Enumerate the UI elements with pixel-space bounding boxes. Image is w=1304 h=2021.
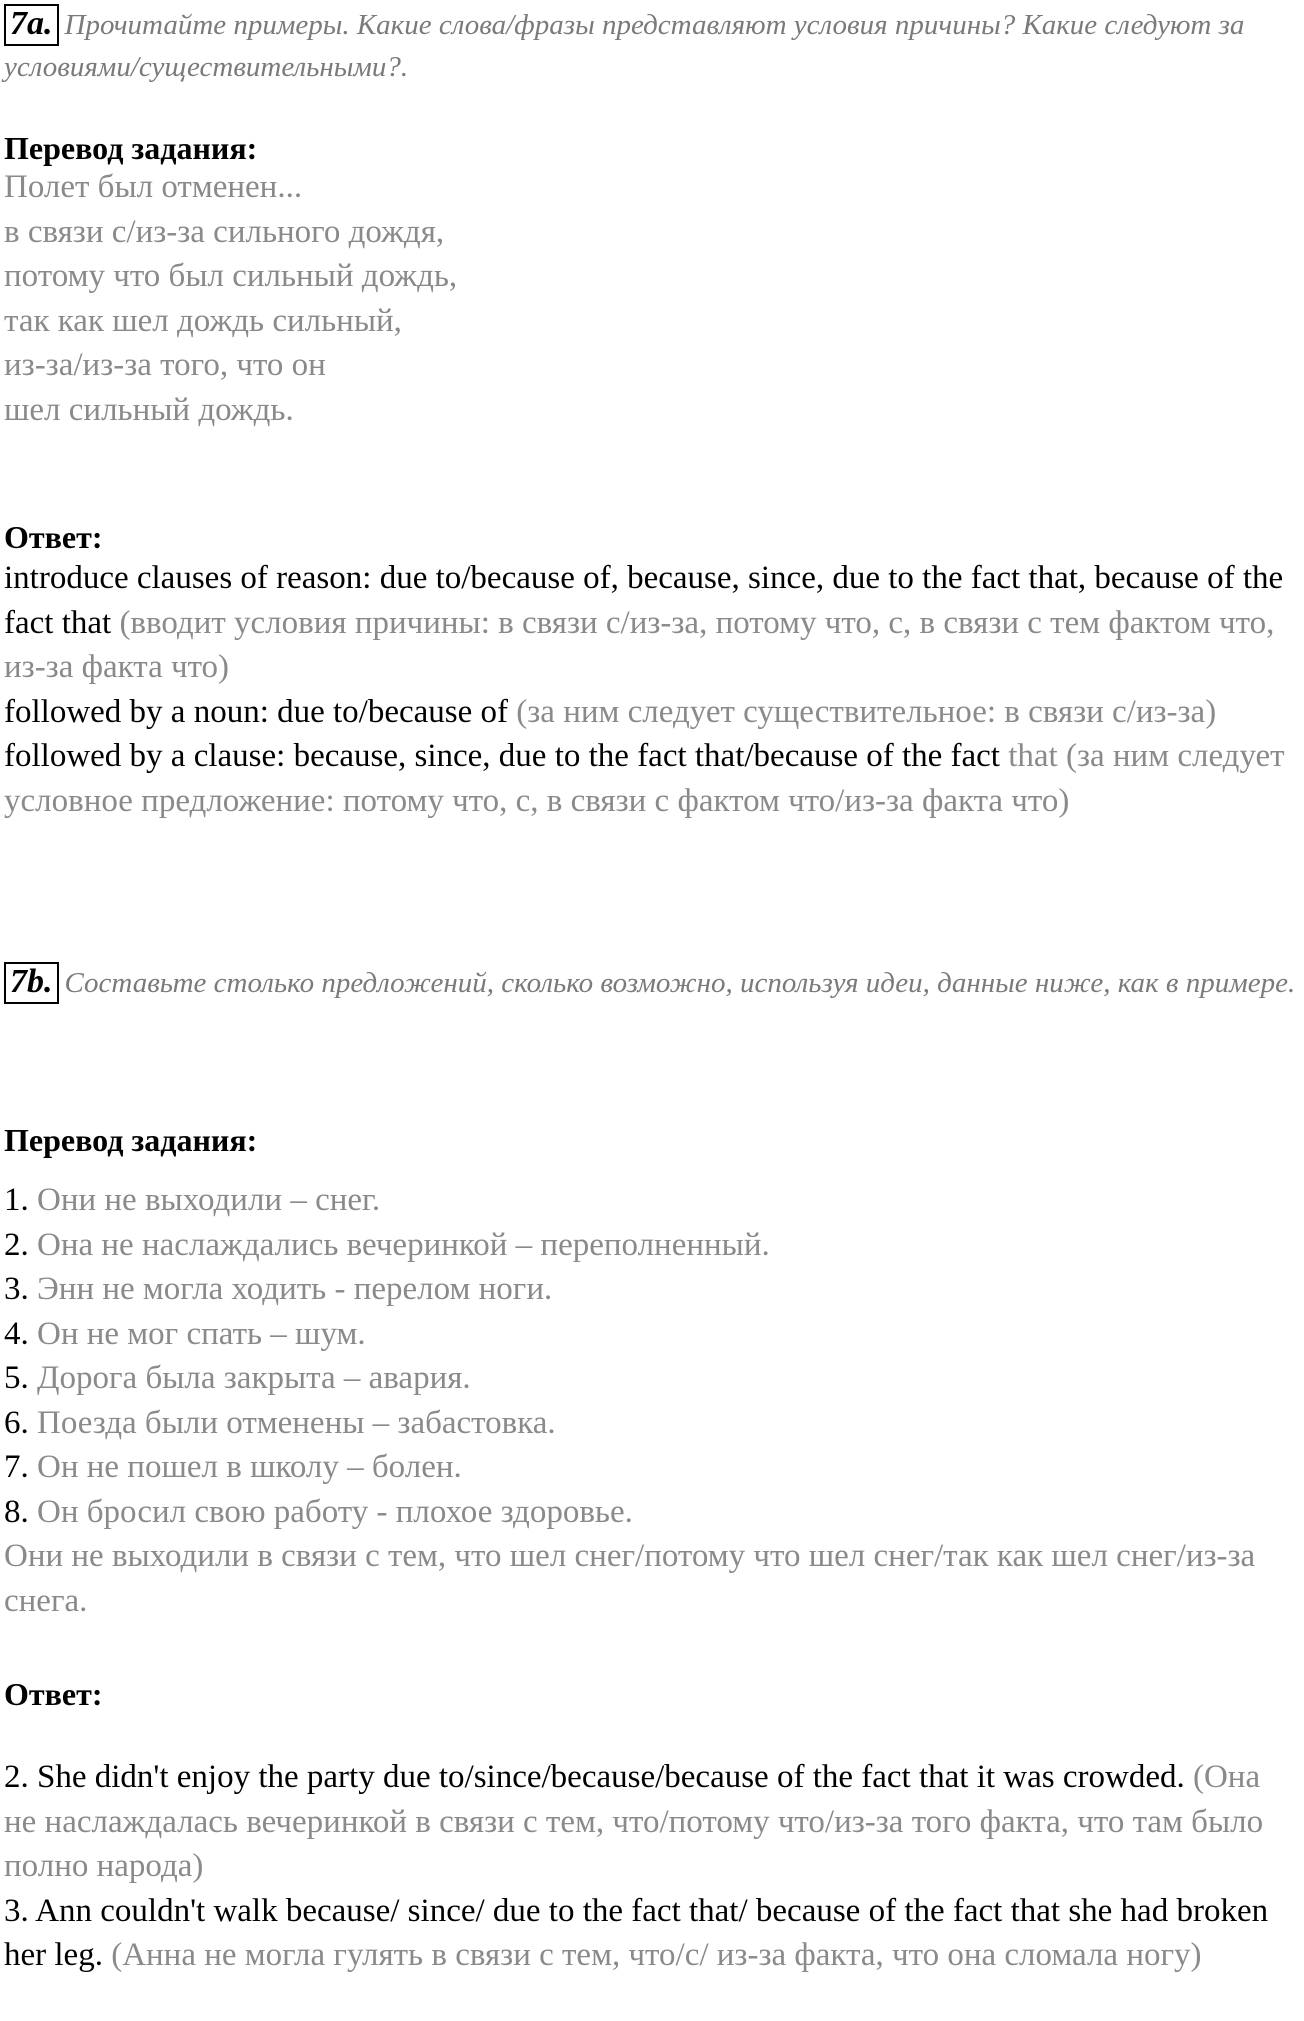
list-item-text: Энн не могла ходить - перелом ноги. — [28, 1271, 553, 1307]
list-item-number: 3. — [4, 1271, 29, 1307]
translation-7a-line: в связи с/из-за сильного дождя, — [4, 213, 445, 250]
list-item-number: 5. — [4, 1360, 29, 1396]
task-7a-instruction — [4, 4, 1300, 88]
list-item-number: 1. — [4, 1182, 29, 1218]
list-item-number: 4. — [4, 1315, 29, 1352]
answer-7a-block — [4, 556, 1300, 823]
answer-7a-en: followed by a noun: due to/because of — [4, 693, 509, 730]
translation-7b-list — [4, 1178, 1300, 1623]
translation-7a-line: из-за/из-за того, что он — [4, 347, 326, 383]
answer-7a-ru: (за ним следует существительное: в связи с/из-за) — [508, 693, 1217, 730]
translation-7b-example: Они не выходили в связи с тем, что шел снег/потому что шел снег/так как шел снег/из-за снега. — [4, 1538, 1256, 1619]
task-7a-text: Прочитайте примеры. Какие слова/фразы представляют условия причины? Какие следуют за условиями/существительными?. — [4, 9, 1245, 83]
answer-7b-en: 3. Ann couldn't walk because/ since/ due to the fact that/ because of the fact that she had broken her leg. — [4, 1892, 1269, 1973]
answer-7a-paragraph — [4, 734, 1300, 823]
list-item — [4, 1267, 1300, 1312]
answer-7b-ru: (Анна не могла гулять в связи с тем, что/с/ из-за факта, что она сломала ногу) — [102, 1937, 1202, 1973]
list-item-text: Она не наслаждались вечеринкой – переполненный. — [28, 1226, 770, 1263]
list-item-text: Он бросил свою работу - плохое здоровье. — [28, 1493, 633, 1530]
answer-7a-paragraph — [4, 556, 1300, 690]
task-7b-text: Составьте столько предложений, сколько возможно, используя идеи, данные ниже, как в примере. — [64, 967, 1296, 999]
list-item-text: Они не выходили – снег. — [28, 1182, 381, 1218]
list-item — [4, 1401, 1300, 1446]
translation-7a-heading: Перевод задания: — [4, 130, 258, 166]
translation-7a-line: шел сильный дождь. — [4, 391, 294, 428]
translation-7a-line: потому что был сильный дождь, — [4, 258, 458, 294]
list-item — [4, 1178, 1300, 1223]
answer-7b-en: 2. She didn't enjoy the party due to/since/because/because of the fact that it was crowded. — [4, 1759, 1185, 1795]
list-item-text: Поезда были отменены – забастовка. — [28, 1404, 556, 1441]
translation-7a-block — [4, 165, 1300, 432]
list-item-number: 2. — [4, 1226, 29, 1263]
answer-7a-en: introduce clauses of reason: due to/because of, because, since, due to the fact that, because of the fact that — [4, 560, 1284, 641]
list-item — [4, 1223, 1300, 1268]
list-item — [4, 1312, 1300, 1357]
answer-7b-paragraph — [4, 1889, 1300, 1978]
answer-7b-paragraph — [4, 1755, 1300, 1889]
list-item-number: 6. — [4, 1404, 29, 1441]
list-item — [4, 1356, 1300, 1401]
list-item-number: 8. — [4, 1493, 29, 1530]
answer-7a-heading: Ответ: — [4, 519, 103, 555]
answer-7a-ru: that (за ним следует условное предложение: потому что, с, в связи с фактом что/из-за факта что) — [4, 738, 1285, 819]
task-7b-instruction — [4, 962, 1300, 1004]
translation-7b-heading: Перевод задания: — [4, 1122, 258, 1158]
answer-7a-en: followed by a clause: because, since, due to the fact that/because of the fact — [4, 738, 1000, 774]
list-item — [4, 1445, 1300, 1490]
answer-7a-paragraph — [4, 690, 1300, 735]
translation-7a-line: Полет был отменен... — [4, 169, 303, 205]
task-7a-badge: 7a. — [4, 4, 59, 46]
answer-7b-heading: Ответ: — [4, 1676, 103, 1712]
task-7b-badge: 7b. — [4, 962, 59, 1004]
answer-7a-ru: (вводит условия причины: в связи с/из-за, потому что, с, в связи с тем фактом что, из-за факта что) — [4, 604, 1275, 685]
list-item-text: Он не мог спать – шум. — [28, 1315, 366, 1352]
list-item-number: 7. — [4, 1449, 29, 1485]
list-item-text: Он не пошел в школу – болен. — [28, 1449, 462, 1485]
list-item — [4, 1490, 1300, 1535]
answer-7b-block — [4, 1755, 1300, 1978]
translation-7a-line: так как шел дождь сильный, — [4, 302, 402, 339]
answer-7b-ru: (Она не наслаждалась вечеринкой в связи с тем, что/потому что/из-за того факта, что там было полно народа) — [4, 1759, 1264, 1884]
list-item-text: Дорога была закрыта – авария. — [28, 1360, 471, 1396]
